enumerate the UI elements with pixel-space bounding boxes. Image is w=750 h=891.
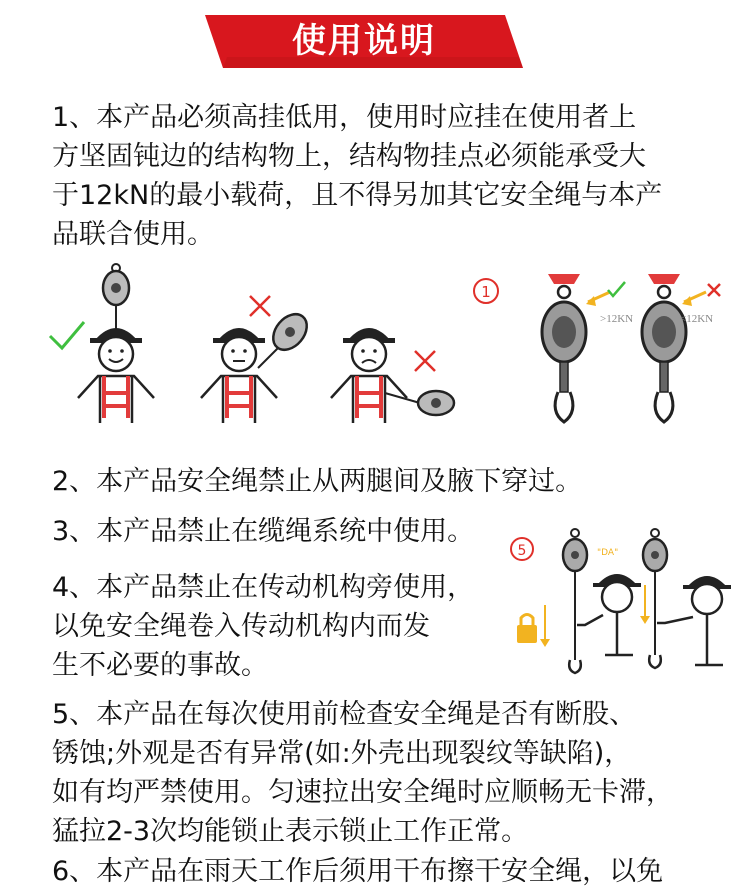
device-bad: [642, 274, 720, 422]
sound-label: "DA": [597, 548, 619, 558]
figure-5-number: 5: [517, 543, 527, 559]
title-banner: [205, 15, 523, 68]
worker-incorrect-low: [331, 328, 454, 423]
instruction-line: 生不必要的事故。: [52, 650, 268, 681]
instruction-1: [52, 98, 732, 254]
worker-correct: [50, 264, 154, 423]
instruction-line: 品联合使用。: [52, 219, 214, 250]
check-icon: [608, 282, 625, 296]
page-title: 使用说明: [292, 21, 436, 61]
instruction-2: [52, 462, 652, 501]
cross-icon: [708, 284, 720, 296]
self-retracting-lifeline-device: [103, 264, 129, 330]
instruction-line: 6、本产品在雨天工作后须用干布擦干安全绳，以免: [52, 856, 664, 887]
lock-icon: [517, 615, 537, 644]
cross-icon: [250, 296, 270, 316]
instruction-line: 猛拉2-3次均能锁止表示锁止工作正常。: [52, 816, 529, 847]
instruction-line: 锈蚀;外观是否有异常(如:外壳出现裂纹等缺陷)，: [52, 738, 632, 769]
pull-test-illustration: [505, 525, 740, 675]
anchor-load-illustration: [470, 262, 735, 432]
worker-incorrect-side: [201, 296, 314, 423]
instruction-6: [52, 852, 742, 891]
load-label-ok: >12KN: [600, 313, 634, 325]
instruction-5: [52, 695, 742, 851]
instruction-line: 以免安全绳卷入传动机构内而发: [52, 611, 430, 642]
harness-usage-illustration: [40, 258, 480, 428]
instruction-line: 5、本产品在每次使用前检查安全绳是否有断股、: [52, 699, 637, 730]
load-label-bad: <12KN: [680, 313, 714, 325]
instruction-line: 于12kN的最小载荷，且不得另加其它安全绳与本产: [52, 180, 663, 211]
figure-1-number: 1: [481, 283, 491, 301]
instruction-line: 2、本产品安全绳禁止从两腿间及腋下穿过。: [52, 466, 583, 497]
instruction-line: 方坚固钝边的结构物上，结构物挂点必须能承受大: [52, 141, 646, 172]
worker-pull-right: [640, 529, 731, 668]
device-ok: [542, 274, 633, 422]
instruction-line: 4、本产品禁止在传动机构旁使用，: [52, 572, 475, 603]
worker-pull-left: [563, 529, 641, 673]
instruction-line: 如有均严禁使用。匀速拉出安全绳时应顺畅无卡滞，: [52, 777, 673, 808]
instruction-4: [52, 568, 502, 685]
cross-icon: [415, 351, 435, 371]
check-icon: [50, 322, 84, 348]
instruction-line: 3、本产品禁止在缆绳系统中使用。: [52, 516, 475, 547]
instruction-line: 1、本产品必须高挂低用，使用时应挂在使用者上: [52, 102, 637, 133]
instruction-3: [52, 512, 502, 551]
